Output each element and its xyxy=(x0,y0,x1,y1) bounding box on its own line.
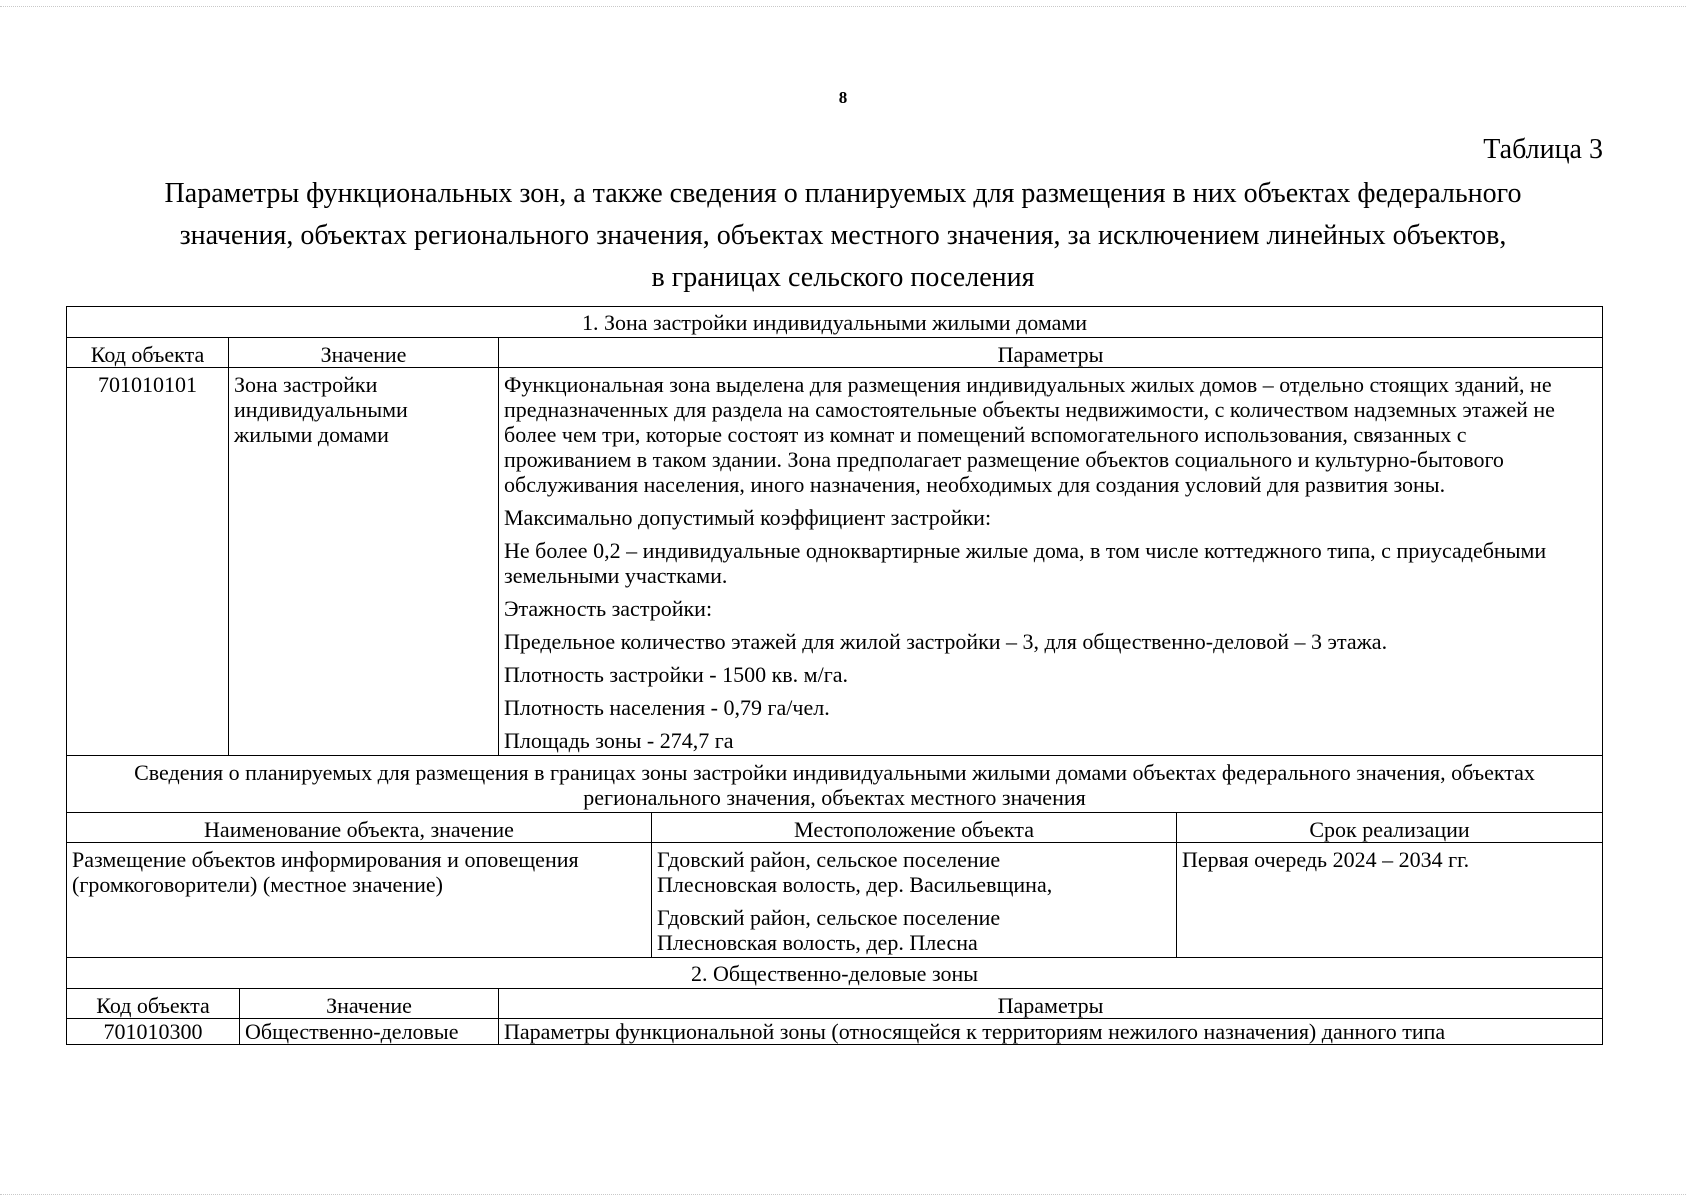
header-location: Местоположение объекта xyxy=(652,813,1177,843)
table-label: Таблица 3 xyxy=(1483,134,1603,165)
location-text: Гдовский район, сельское поселение Плесновская волость, дер. Плесна xyxy=(657,905,1001,955)
section-1-title: 1. Зона застройки индивидуальными жилыми домами xyxy=(67,307,1603,338)
param-text: Плотность застройки - 1500 кв. м/га. xyxy=(504,662,848,687)
header-code: Код объекта xyxy=(67,989,240,1019)
zones-table xyxy=(66,306,1603,1045)
param-text: Площадь зоны - 274,7 га xyxy=(504,728,734,753)
planned-object-location xyxy=(652,843,1177,958)
param-text: Плотность населения - 0,79 га/чел. xyxy=(504,695,830,720)
section-1-header-row xyxy=(67,338,1603,368)
param-text: Предельное количество этажей для жилой застройки – 3, для общественно-деловой – 3 этажа. xyxy=(504,629,1388,654)
document-title xyxy=(70,173,1616,299)
zone-meaning xyxy=(229,368,499,756)
zone-parameters: Параметры функциональной зоны (относящейся к территориям нежилого назначения) данного типа xyxy=(499,1019,1603,1045)
zone-meaning: Общественно-деловые xyxy=(240,1019,499,1045)
header-params: Параметры xyxy=(499,989,1603,1019)
param-text: Этажность застройки: xyxy=(504,596,713,621)
param-text: Максимально допустимый коэффициент застройки: xyxy=(504,505,992,530)
planned-objects-title: Сведения о планируемых для размещения в границах зоны застройки индивидуальными жилыми домами объектах федерального значения, объектах регионального значения, объектах местного значения xyxy=(67,756,1603,813)
page-number: 8 xyxy=(838,88,848,107)
param-text: Не более 0,2 – индивидуальные одноквартирные жилые дома, в том числе коттеджного типа, с приусадебными земельными участками. xyxy=(504,538,1547,588)
object-code: 701010101 xyxy=(67,368,229,756)
header-meaning: Значение xyxy=(240,989,499,1019)
planned-row xyxy=(67,843,1603,958)
param-text: Функциональная зона выделена для размещения индивидуальных жилых домов – отдельно стоящих зданий, не предназначенных для раздела на самостоятельные объекты недвижимости, с количеством надземных этажей не более чем три, которые состоят из комнат и помещений вспомогательного использования, связанных с проживанием в таком здании. Зона предполагает размещение объектов социального и культурно-бытового обслуживания населения, иного назначения, необходимых для создания условий для развития зоны. xyxy=(504,372,1555,497)
section-2-title: 2. Общественно-деловые зоны xyxy=(67,958,1603,989)
planned-object-term: Первая очередь 2024 – 2034 гг. xyxy=(1177,843,1603,958)
zone-parameters xyxy=(499,368,1603,756)
scan-edge-bottom xyxy=(0,1194,1686,1195)
header-code: Код объекта xyxy=(67,338,229,368)
header-object-name: Наименование объекта, значение xyxy=(67,813,652,843)
planned-object-name: Размещение объектов информирования и оповещения (громкоговорители) (местное значение) xyxy=(67,843,652,958)
zone-meaning-text: Зона застройки индивидуальными жилыми домами xyxy=(234,372,408,447)
title-line: Параметры функциональных зон, а также сведения о планируемых для размещения в них объектах федерального xyxy=(164,178,1522,209)
location-text: Гдовский район, сельское поселение Плесновская волость, дер. Васильевщина, xyxy=(657,847,1053,897)
planned-header-row xyxy=(67,813,1603,843)
section-1-row xyxy=(67,368,1603,756)
scan-edge-top xyxy=(0,6,1686,7)
header-term: Срок реализации xyxy=(1177,813,1603,843)
header-params: Параметры xyxy=(499,338,1603,368)
section-2-header-row xyxy=(67,989,1603,1019)
title-line: значения, объектах регионального значения, объектах местного значения, за исключением линейных объектов, xyxy=(179,220,1507,251)
section-2-row xyxy=(67,1019,1603,1045)
title-line: в границах сельского поселения xyxy=(651,262,1035,293)
object-code: 701010300 xyxy=(67,1019,240,1045)
header-meaning: Значение xyxy=(229,338,499,368)
